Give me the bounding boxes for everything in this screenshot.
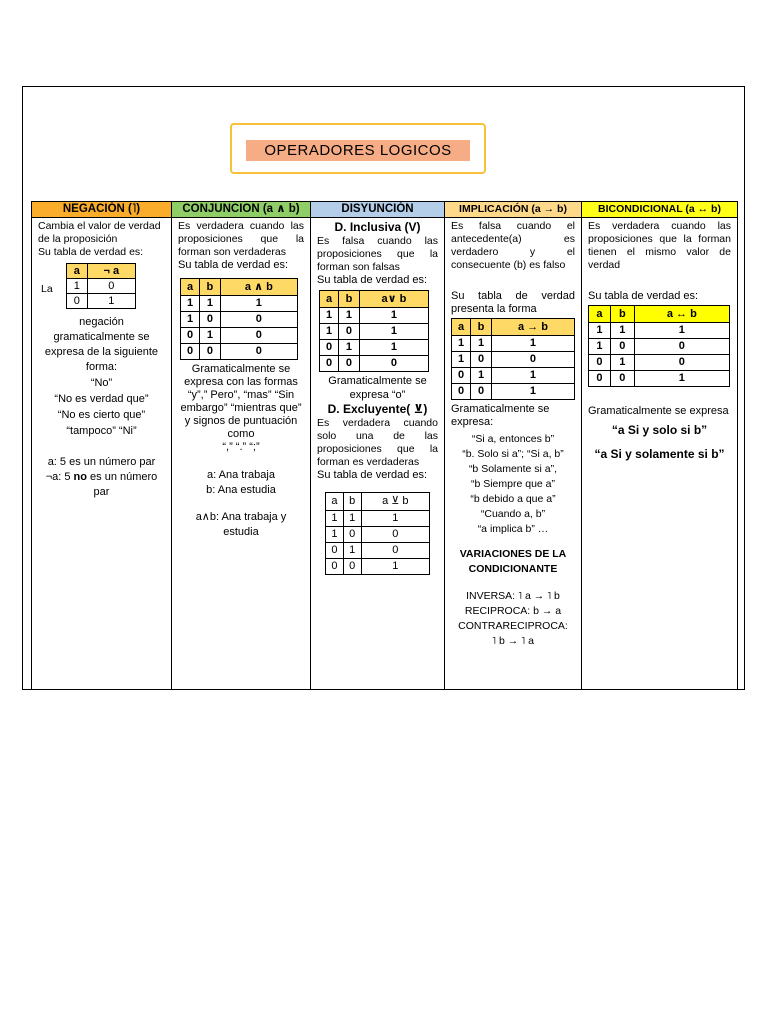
implicacion-truth-label: Su tabla de verdad presenta la forma [451,290,575,315]
conjuncion-truth-table [180,278,298,360]
bicondicional-expression-text: Gramaticalmente se expresa [588,405,729,417]
table-cell: 0 [471,384,492,400]
table-cell: 0 [200,312,221,328]
table-cell: 1 [491,336,574,352]
table-head-cell: b [339,291,360,308]
title-box [230,123,486,174]
header-implicacion: IMPLICACIÓN (a → b) [445,201,581,218]
table-cell: 0 [67,294,88,309]
implicacion-form: “a implica b” … [477,523,549,535]
implicacion-definition: Es falsa cuando el antecedente(a) es verdadero y el consecuente (b) es falso [451,220,575,271]
table-cell: 0 [343,527,361,543]
header-negacion: NEGACIÓN (˥) [32,201,171,218]
table-cell: 0 [452,368,471,384]
body-disyuncion [311,218,444,577]
table-head-cell: a ↔ b [634,306,729,323]
disyuncion-inclusiva-definition: Es falsa cuando las proposiciones que la forman son falsas [317,235,438,273]
negacion-truth-label: Su tabla de verdad es: [38,246,144,258]
table-cell: 0 [181,328,200,344]
table-head-cell: b [610,306,634,323]
disyuncion-excluyente-definition: Es verdadera cuando solo una de las proposiciones que la forman es verdaderas [317,417,438,468]
disyuncion-excluyente-truth-label: Su tabla de verdad es: [317,469,428,481]
table-cell: 0 [610,371,634,387]
table-cell: 1 [343,543,361,559]
implicacion-inversa: INVERSA: ˥ a → ˥ b [466,590,560,602]
conjuncion-expression-text: Gramaticalmente se expresa con las formas “y”,” Pero”, “mas” “Sin embargo” “mientras que” y signos de puntuación como [180,363,302,440]
table-cell: 0 [634,339,729,355]
conjuncion-example-a: a: Ana trabaja [207,469,275,481]
body-implicacion [445,218,581,651]
table-cell: 1 [610,323,634,339]
header-disyuncion: DISYUNCIÓN [311,201,444,218]
table-head-cell: a [452,319,471,336]
table-cell: 1 [452,352,471,368]
column-disyuncion [310,201,444,690]
table-cell: 0 [200,344,221,360]
implicacion-reciproca: RECIPROCA: b → a [464,605,562,617]
table-cell: 1 [471,336,492,352]
table-cell: 0 [220,344,297,360]
table-cell: 1 [359,324,428,340]
disyuncion-inclusiva-expression: Gramaticalmente se expresa “o” [328,375,427,401]
table-cell: 1 [200,296,221,312]
table-head-cell: b [200,279,221,296]
table-head-cell: a → b [491,319,574,336]
table-head-cell: a [326,493,344,511]
table-cell: 1 [343,511,361,527]
implicacion-form: “b. Solo si a”; “Si a, b” [462,448,564,460]
negacion-expression-text: negación gramaticalmente se expresa de la siguiente forma: [44,316,159,373]
table-cell: 0 [181,344,200,360]
table-cell: 0 [589,371,611,387]
table-cell: 1 [326,527,344,543]
table-cell: 0 [634,355,729,371]
bicondicional-definition: Es verdadera cuando las proposiciones que la forman tienen el mismo valor de verdad [588,220,731,271]
table-cell: 0 [326,543,344,559]
implicacion-form: “Si a, entonces b” [471,433,555,445]
implicacion-expression-text: Gramaticalmente se expresa: [451,403,550,428]
column-conjuncion [171,201,310,690]
implicacion-contrareciproca-formula: ˥ b → ˥ a [492,635,534,647]
table-cell: 1 [320,308,339,324]
table-cell: 1 [181,296,200,312]
conjuncion-punctuation: “,” “.” “;” [222,441,260,453]
table-cell: 1 [339,308,360,324]
table-cell: 0 [491,352,574,368]
implicacion-form: “b debido a que a” [470,493,556,505]
table-head-cell: a [589,306,611,323]
disyuncion-excluyente-title: D. Excluyente( ⊻) [327,402,428,416]
column-implicacion [444,201,581,690]
table-cell: 1 [610,355,634,371]
table-cell: 1 [634,371,729,387]
table-cell: 1 [87,294,135,309]
implicacion-contrareciproca: CONTRARECIPROCA: [458,620,568,632]
table-cell: 1 [361,511,429,527]
bicondicional-truth-table [588,305,730,387]
table-cell: 0 [339,324,360,340]
negacion-form: “tampoco” “Ni” [66,425,137,437]
header-conjuncion: CONJUNCION (a ∧ b) [172,201,310,218]
implicacion-form: “b Solamente si a”, [468,463,558,475]
table-cell: 1 [634,323,729,339]
table-cell: 0 [361,527,429,543]
table-head-cell: a ⊻ b [361,493,429,511]
implicacion-form: “Cuando a, b” [480,508,546,520]
table-cell: 0 [610,339,634,355]
negacion-form: “No” [90,377,113,389]
table-cell: 0 [320,340,339,356]
table-cell: 0 [343,559,361,575]
table-cell: 1 [471,368,492,384]
page-title: OPERADORES LOGICOS [246,140,470,161]
table-head-cell: b [471,319,492,336]
body-conjuncion [172,218,310,542]
bicondicional-form: “a Si y solamente si b” [594,447,725,461]
table-cell: 0 [339,356,360,372]
negacion-form: “No es cierto que” [57,409,146,421]
implicacion-truth-table [451,318,575,400]
table-head-cell: a [320,291,339,308]
negacion-la: La [41,283,53,295]
table-head-cell: a [67,264,88,279]
column-negacion [31,201,171,690]
table-cell: 0 [87,279,135,294]
table-head-cell: a∨ b [359,291,428,308]
body-bicondicional [582,218,737,464]
table-cell: 1 [452,336,471,352]
table-cell: 1 [339,340,360,356]
implicacion-variations-title: VARIACIONES DE LA CONDICIONANTE [459,548,567,575]
implicacion-form: “b Siempre que a” [470,478,556,490]
table-cell: 1 [359,340,428,356]
table-cell: 0 [361,543,429,559]
disyuncion-inclusiva-title: D. Inclusiva (V) [334,220,421,234]
operators-table [31,201,738,690]
table-cell: 1 [589,323,611,339]
conjuncion-example-b: b: Ana estudia [206,484,276,496]
table-cell: 1 [181,312,200,328]
table-cell: 1 [491,368,574,384]
negacion-example-a: a: 5 es un número par [47,456,156,468]
conjuncion-example-ab: a∧b: Ana trabaja y estudia [195,511,287,538]
disyuncion-inclusiva-table [319,290,429,372]
table-cell: 1 [200,328,221,344]
table-cell: 0 [359,356,428,372]
table-cell: 1 [220,296,297,312]
table-cell: 1 [67,279,88,294]
table-cell: 1 [491,384,574,400]
table-head-cell: a ∧ b [220,279,297,296]
table-head-cell: a [181,279,200,296]
table-cell: 0 [220,328,297,344]
table-cell: 0 [589,355,611,371]
table-cell: 1 [361,559,429,575]
disyuncion-inclusiva-truth-label: Su tabla de verdad es: [317,274,428,286]
table-cell: 0 [471,352,492,368]
table-cell: 0 [220,312,297,328]
header-bicondicional: BICONDICIONAL (a ↔ b) [582,201,737,218]
table-cell: 1 [320,324,339,340]
table-cell: 0 [452,384,471,400]
disyuncion-excluyente-table [325,492,430,575]
body-negacion [32,218,171,502]
negacion-form: “No es verdad que” [54,393,149,405]
table-cell: 0 [320,356,339,372]
conjuncion-truth-label: Su tabla de verdad es: [178,259,289,271]
bicondicional-form: “a Si y solo si b” [611,423,708,437]
table-cell: 1 [359,308,428,324]
table-cell: 0 [326,559,344,575]
bicondicional-truth-label: Su tabla de verdad es: [588,290,699,302]
table-cell: 1 [589,339,611,355]
table-head-cell: b [343,493,361,511]
negacion-definition: Cambia el valor de verdad de la proposición [38,220,161,245]
table-head-cell: ¬ a [87,264,135,279]
negacion-example-not-a: ¬a: 5 no es un número par [45,471,158,498]
conjuncion-definition: Es verdadera cuando las proposiciones que la forman son verdaderas [178,220,304,258]
table-cell: 1 [326,511,344,527]
column-bicondicional [581,201,738,690]
negacion-truth-table [66,263,136,309]
